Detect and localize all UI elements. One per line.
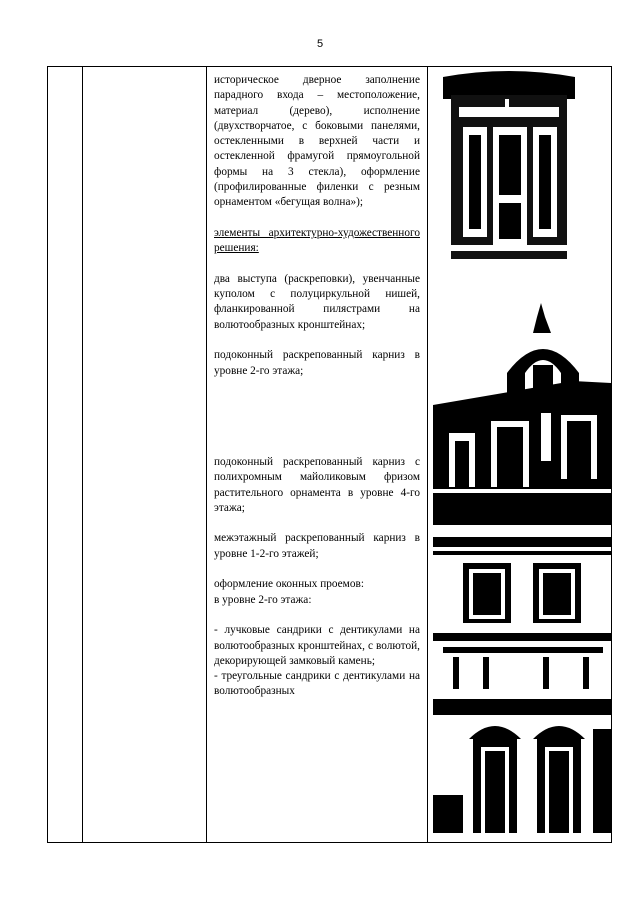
paragraph-arched-pediments: - лучковые сандрики с дентикулами на волютообразных кронштейнах, с волютой, декорирующей замковый камень; (214, 624, 420, 667)
paragraph-cornice-4th: подоконный раскрепованный карниз с полихромным майоликовым фризом растительного орнамента в уровне 4-го этажа; (214, 455, 420, 514)
paragraph-cornice-2nd: подоконный раскрепованный карниз в уровне 2-го этажа; (214, 349, 420, 377)
column-divider-1 (82, 67, 83, 842)
paragraph-door: историческое дверное заполнение парадного входа – местоположение, материал (дерево), исполнение (двухстворчатое, с боковыми панелями, остекленными в верхней части и остекленной фрамугой прямоугольной формы на 3 стекла), оформление (профилированные филенки с резным орнаментом «бегущая волна»); (214, 74, 420, 209)
document-table (47, 66, 612, 843)
photo-windows-4th (433, 537, 611, 689)
column-divider-2 (206, 67, 207, 842)
paragraph-windows-title: оформление оконных проемов: (214, 578, 364, 591)
paragraph-cornice-1-2: межэтажный раскрепованный карниз в уровне 1-2-го этажей; (214, 532, 420, 560)
column-divider-3 (427, 67, 428, 842)
photo-windows-2nd (433, 699, 611, 833)
page-number: 5 (316, 38, 324, 50)
description-cell (214, 73, 420, 700)
photo-dome (433, 303, 611, 525)
paragraph-triangular-pediments: - треугольные сандрики с дентикулами на волютообразных (214, 670, 420, 698)
paragraph-windows-level: в уровне 2-го этажа: (214, 593, 312, 606)
photo-door (443, 69, 575, 259)
section-heading: элементы архитектурно-художественного решения: (214, 226, 420, 255)
paragraph-projections: два выступа (раскреповки), увенчанные куполом с полуциркульной нишей, фланкированной пилястрами на волютообразных кронштейнах; (214, 272, 420, 331)
